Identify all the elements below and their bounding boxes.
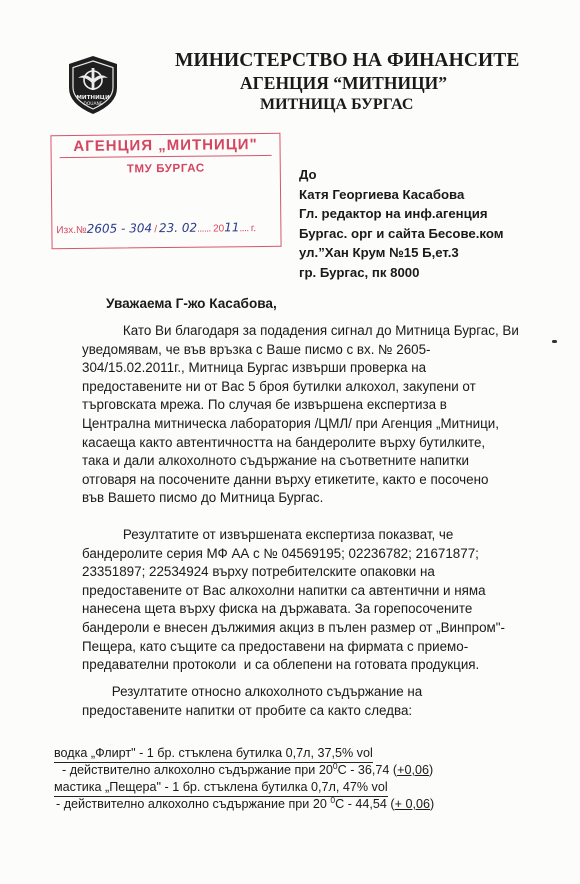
customs-emblem-logo bbox=[64, 54, 122, 116]
result-vodka-label: водка „Флирт" - 1 бр. стъклена бутилка 0,7л, 37,5% vol bbox=[54, 746, 373, 763]
stamp-reg-suffix: г. bbox=[250, 223, 257, 235]
stamp-divider bbox=[60, 155, 272, 158]
greeting: Уважаема Г-жо Касабова, bbox=[106, 296, 277, 311]
body-paragraph-3: Резултатите относно алкохолното съдържание на предоставените напитки от пробите са както следва: bbox=[82, 684, 423, 718]
margin-mark bbox=[552, 340, 557, 343]
addressee-name: Катя Георгиева Касабова bbox=[299, 186, 465, 202]
addressee-city: гр. Бургас, пк 8000 bbox=[299, 264, 420, 280]
addressee-block bbox=[299, 165, 503, 283]
addressee-position: Гл. редактор на инф.агенция bbox=[299, 206, 488, 222]
stamp-agency-title: АГЕНЦИЯ „МИТНИЦИ" bbox=[73, 136, 258, 155]
ministry-title: МИНИСТЕРСТВО НА ФИНАНСИТЕ bbox=[175, 50, 520, 71]
addressee-organization: Бургас. орг и сайта Бесове.ком bbox=[299, 225, 504, 241]
body-paragraph-2: Резултатите от извършената експертиза показват, че бандеролите серия МФ АА с № 04569195; 02236782; 21671877; 23351897; 22534924 върху потребителските опаковки на предоставените от Вас алкохолни напитки са автентични и няма нанесена щета върху фиска на държавата. За горепосочените бандероли е внесен дължимия акциз в пълен размер от „Винпром"- Пещера, като същите са предоставени на фирмата с приемо- предавателни протоколи и са облепени на готовата продукция. bbox=[82, 527, 505, 673]
stamp-reg-number: 2605 - 304 bbox=[86, 221, 153, 236]
stamp-registration-line: Изх.№2605 - 304 / 23. 02...... 2011.... г. bbox=[56, 220, 257, 237]
body-paragraph-1: Като Ви благодаря за подадения сигнал до Митница Бургас, Ви уведомявам, че във връзка с Ваше писмо с вх. № 2605- 304/15.02.2011г., Митница Бургас извърши проверка на предоставените ни от Вас 5 броя бутилки алкохол, закупени от търговската мрежа. По случая бе извършена експертиза в Централна митническа лаборатория /ЦМЛ/ при Агенция „Митници, касаеща както автентичността на бандеролите върху бутилките, така и дали алкохолното съдържание на съответните напитки отговаря на посочените данни върху етикетите, както е посочено във Вашето писмо до Митница Бургас. bbox=[82, 323, 519, 506]
registration-stamp bbox=[50, 133, 281, 249]
stamp-reg-year-prefix: 20 bbox=[212, 223, 225, 235]
customs-office-title: МИТНИЦА БУРГАС bbox=[260, 96, 414, 113]
stamp-reg-date: 23. 02 bbox=[158, 220, 198, 236]
result-vodka-content: - действително алкохолно съдържание при $20^0C - 36,74$ (+0,06) bbox=[62, 760, 434, 777]
stamp-reg-label: Изх.№ bbox=[56, 224, 87, 237]
addressee-street: ул.”Хан Крум №15 Б,ет.3 bbox=[299, 245, 459, 261]
stamp-office: ТМУ БУРГАС bbox=[126, 162, 205, 176]
result-mastika-content: - действително алкохолно съдържание при 20 $^0$C - 44,54 (+ 0,06) bbox=[56, 794, 435, 811]
svg-text:DOUANE: DOUANE bbox=[83, 102, 103, 107]
svg-text:МИТНИЦИ: МИТНИЦИ bbox=[76, 95, 110, 101]
stamp-reg-year: 11 bbox=[224, 220, 240, 235]
addressee-to: До bbox=[299, 167, 317, 182]
result-mastika-label: мастика „Пещера" - 1 бр. стъклена бутилка 0,7л, 47% vol bbox=[54, 780, 388, 797]
agency-title: АГЕНЦИЯ “МИТНИЦИ” bbox=[240, 73, 448, 93]
